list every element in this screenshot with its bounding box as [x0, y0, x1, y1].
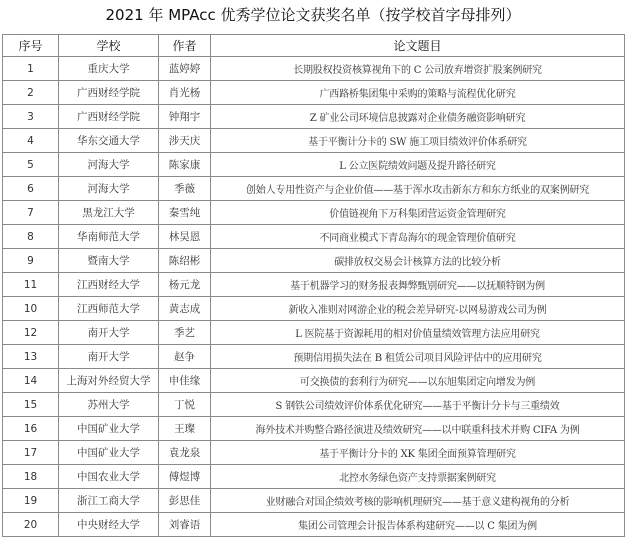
table-row [3, 441, 625, 465]
row-topic: 长期股权投资核算视角下的 C 公司放弃增资扩股案例研究 [211, 57, 625, 81]
row-author: 刘睿语 [159, 513, 211, 537]
row-author: 傅煜博 [159, 465, 211, 489]
row-topic: 海外技术并购整合路径演进及绩效研究——以中联重科技术并购 CIFA 为例 [211, 417, 625, 441]
row-number: 1 [3, 57, 59, 81]
row-school: 黑龙江大学 [59, 201, 159, 225]
row-school: 中国农业大学 [59, 465, 159, 489]
row-topic: 集团公司管理会计报告体系构建研究——以 C 集团为例 [211, 513, 625, 537]
row-topic: Z 矿业公司环境信息披露对企业债务融资影响研究 [211, 105, 625, 129]
header-no: 序号 [3, 35, 59, 57]
row-number: 18 [3, 465, 59, 489]
row-author: 肖光杨 [159, 81, 211, 105]
row-number: 20 [3, 513, 59, 537]
row-school: 华南师范大学 [59, 225, 159, 249]
row-number: 4 [3, 129, 59, 153]
table-row [3, 297, 625, 321]
row-author: 秦雪纯 [159, 201, 211, 225]
header-school: 学校 [59, 35, 159, 57]
row-number: 8 [3, 225, 59, 249]
row-topic: 业财融合对国企绩效考核的影响机理研究——基于意义建构视角的分析 [211, 489, 625, 513]
row-topic: 基于平衡计分卡的 SW 施工项目绩效评价体系研究 [211, 129, 625, 153]
row-author: 钟翔宇 [159, 105, 211, 129]
row-topic: 碳排放权交易会计核算方法的比较分析 [211, 249, 625, 273]
row-topic: 广西路桥集团集中采购的策略与流程优化研究 [211, 81, 625, 105]
row-school: 上海对外经贸大学 [59, 369, 159, 393]
row-school: 河海大学 [59, 153, 159, 177]
row-number: 12 [3, 321, 59, 345]
row-number: 10 [3, 297, 59, 321]
award-table [2, 34, 625, 537]
table-row [3, 129, 625, 153]
row-author: 黄志成 [159, 297, 211, 321]
row-number: 15 [3, 393, 59, 417]
row-author: 彭思佳 [159, 489, 211, 513]
row-school: 江西师范大学 [59, 297, 159, 321]
table-row [3, 201, 625, 225]
row-author: 林昊恩 [159, 225, 211, 249]
table-row [3, 273, 625, 297]
table-row [3, 513, 625, 537]
row-number: 2 [3, 81, 59, 105]
table-row [3, 345, 625, 369]
row-school: 重庆大学 [59, 57, 159, 81]
row-number: 9 [3, 249, 59, 273]
table-row [3, 417, 625, 441]
row-school: 中国矿业大学 [59, 417, 159, 441]
row-topic: 价值链视角下万科集团营运资金管理研究 [211, 201, 625, 225]
row-topic: 基于机器学习的财务报表舞弊甄别研究——以抚顺特钢为例 [211, 273, 625, 297]
row-school: 江西财经大学 [59, 273, 159, 297]
row-topic: L 医院基于资源耗用的相对价值量绩效管理方法应用研究 [211, 321, 625, 345]
table-row [3, 153, 625, 177]
row-number: 19 [3, 489, 59, 513]
row-topic: 不同商业模式下青岛海尔的现金管理价值研究 [211, 225, 625, 249]
row-school: 南开大学 [59, 345, 159, 369]
table-row [3, 465, 625, 489]
row-school: 中国矿业大学 [59, 441, 159, 465]
row-school: 广西财经学院 [59, 105, 159, 129]
table-row [3, 225, 625, 249]
row-author: 杨元龙 [159, 273, 211, 297]
row-school: 苏州大学 [59, 393, 159, 417]
row-school: 暨南大学 [59, 249, 159, 273]
row-number: 5 [3, 153, 59, 177]
row-topic: 可交换债的套利行为研究——以东旭集团定向增发为例 [211, 369, 625, 393]
table-row [3, 81, 625, 105]
row-author: 涉天庆 [159, 129, 211, 153]
row-author: 季艺 [159, 321, 211, 345]
row-topic: 新收入准则对网游企业的税会差异研究-以网易游戏公司为例 [211, 297, 625, 321]
table-row [3, 249, 625, 273]
row-author: 袁龙泉 [159, 441, 211, 465]
table-row [3, 57, 625, 81]
row-author: 王璨 [159, 417, 211, 441]
row-number: 14 [3, 369, 59, 393]
row-school: 中央财经大学 [59, 513, 159, 537]
table-row [3, 177, 625, 201]
row-number: 3 [3, 105, 59, 129]
row-number: 7 [3, 201, 59, 225]
table-row [3, 489, 625, 513]
row-school: 广西财经学院 [59, 81, 159, 105]
row-topic: 预期信用损失法在 B 租赁公司项目风险评估中的应用研究 [211, 345, 625, 369]
row-number: 17 [3, 441, 59, 465]
row-school: 河海大学 [59, 177, 159, 201]
row-number: 16 [3, 417, 59, 441]
row-number: 11 [3, 273, 59, 297]
table-body [3, 57, 625, 537]
row-author: 陈绍彬 [159, 249, 211, 273]
header-topic: 论文题目 [211, 35, 625, 57]
row-number: 6 [3, 177, 59, 201]
row-topic: 创始人专用性资产与企业价值——基于浑水攻击新东方和东方纸业的双案例研究 [211, 177, 625, 201]
row-topic: 北控水务绿色资产支持票据案例研究 [211, 465, 625, 489]
document-title: 2021 年 MPAcc 优秀学位论文获奖名单（按学校首字母排列） [105, 6, 521, 24]
row-author: 赵争 [159, 345, 211, 369]
table-row [3, 369, 625, 393]
row-school: 南开大学 [59, 321, 159, 345]
row-topic: L 公立医院绩效问题及提升路径研究 [211, 153, 625, 177]
row-school: 华东交通大学 [59, 129, 159, 153]
row-topic: S 钢铁公司绩效评价体系优化研究——基于平衡计分卡与三重绩效 [211, 393, 625, 417]
row-author: 季薇 [159, 177, 211, 201]
row-author: 蓝婷婷 [159, 57, 211, 81]
table-row [3, 393, 625, 417]
header-author: 作者 [159, 35, 211, 57]
row-author: 陈家康 [159, 153, 211, 177]
row-author: 申佳缘 [159, 369, 211, 393]
row-author: 丁悦 [159, 393, 211, 417]
row-number: 13 [3, 345, 59, 369]
table-row [3, 105, 625, 129]
table-header-row [3, 35, 625, 57]
row-topic: 基于平衡计分卡的 XK 集团全面预算管理研究 [211, 441, 625, 465]
row-school: 浙江工商大学 [59, 489, 159, 513]
table-row [3, 321, 625, 345]
